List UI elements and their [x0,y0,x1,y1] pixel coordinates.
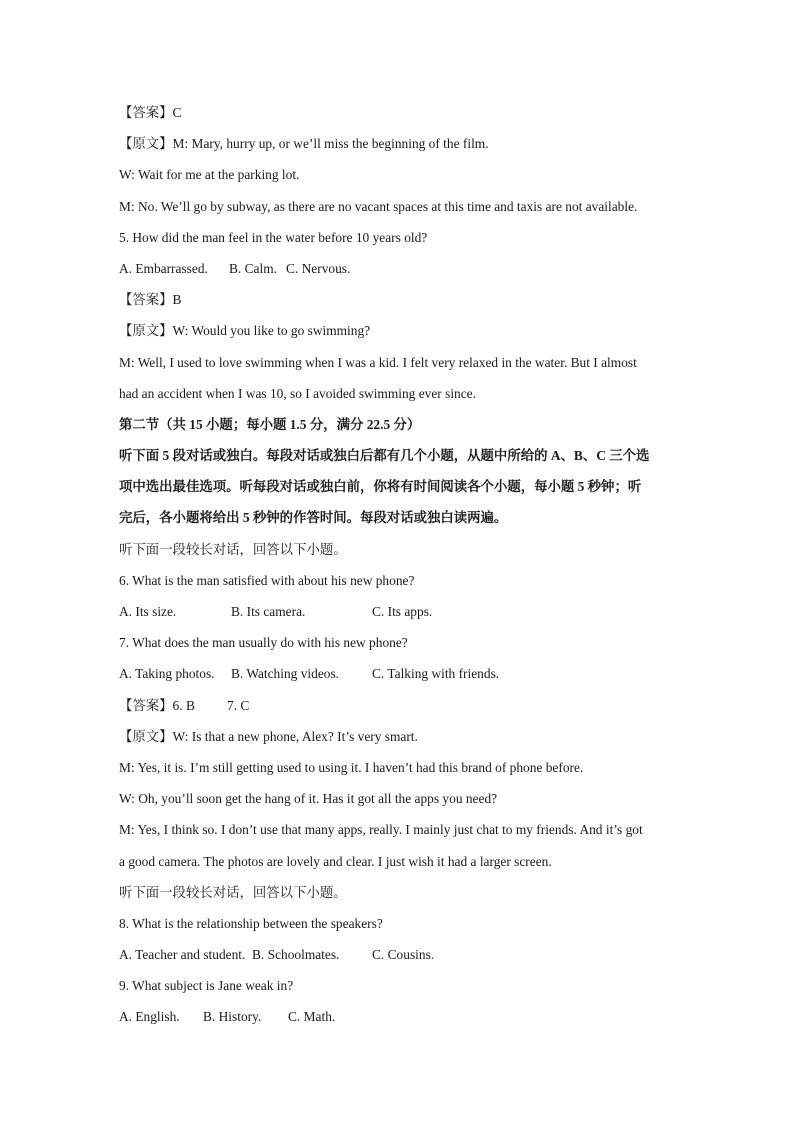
instructions-line: 完后，各小题将给出 5 秒钟的作答时间。每段对话或独白读两遍。 [119,510,508,526]
answer-line: 【答案】C [119,105,182,120]
option-b: B. History. [203,1009,262,1025]
answer-7: 7. C [227,697,250,713]
option-c: C. Cousins. [372,947,435,963]
transcript-line: W: Wait for me at the parking lot. [119,167,300,183]
question-9-options [119,1001,679,1032]
option-a: A. Embarrassed. [119,260,208,276]
option-a: A. Its size. [119,604,177,619]
transcript-line: M: Yes, I think so. I don’t use that many apps, really. I mainly just chat to my friends. And it’s got [119,822,643,838]
option-c: C. Its apps. [372,604,433,619]
option-c: C. Nervous. [286,260,351,276]
instructions-line: 项中选出最佳选项。听每段对话或独白前，你将有时间阅读各个小题，每小题 5 秒钟；听 [119,479,642,495]
transcript-line: had an accident when I was 10, so I avoided swimming ever since. [119,385,476,401]
question-9: 9. What subject is Jane weak in? [119,978,294,994]
option-a: A. Taking photos. [119,666,215,682]
question-6: 6. What is the man satisfied with about his new phone? [119,572,415,588]
option-c: C. Math. [288,1009,336,1025]
question-5: 5. How did the man feel in the water before 10 years old? [119,229,428,245]
question-7-options [119,658,679,689]
transcript-line: M: Well, I used to love swimming when I was a kid. I felt very relaxed in the water. But I almost [119,354,637,370]
option-b: B. Calm. [229,260,277,276]
question-6-options [119,596,679,627]
option-a: A. Teacher and student. [119,947,246,963]
transcript-line: a good camera. The photos are lovely and clear. I just wish it had a larger screen. [119,853,552,869]
dialogue-intro: 听下面一段较长对话，回答以下小题。 [119,884,347,900]
option-a: A. English. [119,1009,180,1025]
answer-line: 【答案】B [119,292,182,308]
question-7: 7. What does the man usually do with his new phone? [119,635,408,651]
section-heading: 第二节（共 15 小题；每小题 1.5 分，满分 22.5 分） [119,416,421,432]
transcript-line: 【原文】W: Would you like to go swimming? [119,323,371,339]
dialogue-intro: 听下面一段较长对话，回答以下小题。 [119,541,347,557]
answer-line [119,690,679,721]
question-8: 8. What is the relationship between the speakers? [119,915,383,931]
question-5-options [119,253,679,284]
transcript-line: W: Oh, you’ll soon get the hang of it. Has it got all the apps you need? [119,791,498,807]
option-c: C. Talking with friends. [372,666,500,682]
question-8-options [119,939,679,970]
transcript-line: M: Yes, it is. I’m still getting used to using it. I haven’t had this brand of phone before. [119,759,584,775]
transcript-line: M: No. We’ll go by subway, as there are no vacant spaces at this time and taxis are not available. [119,198,638,214]
answer-6: 【答案】6. B [119,697,195,713]
document-page [119,97,679,1033]
transcript-line: 【原文】W: Is that a new phone, Alex? It’s very smart. [119,728,418,744]
instructions-line: 听下面 5 段对话或独白。每段对话或独白后都有几个小题，从题中所给的 A、B、C 三个选 [119,448,650,464]
option-b: B. Schoolmates. [252,947,340,963]
option-b: B. Watching videos. [231,666,340,682]
transcript-line: 【原文】M: Mary, hurry up, or we’ll miss the beginning of the film. [119,136,489,152]
option-b: B. Its camera. [231,604,306,619]
